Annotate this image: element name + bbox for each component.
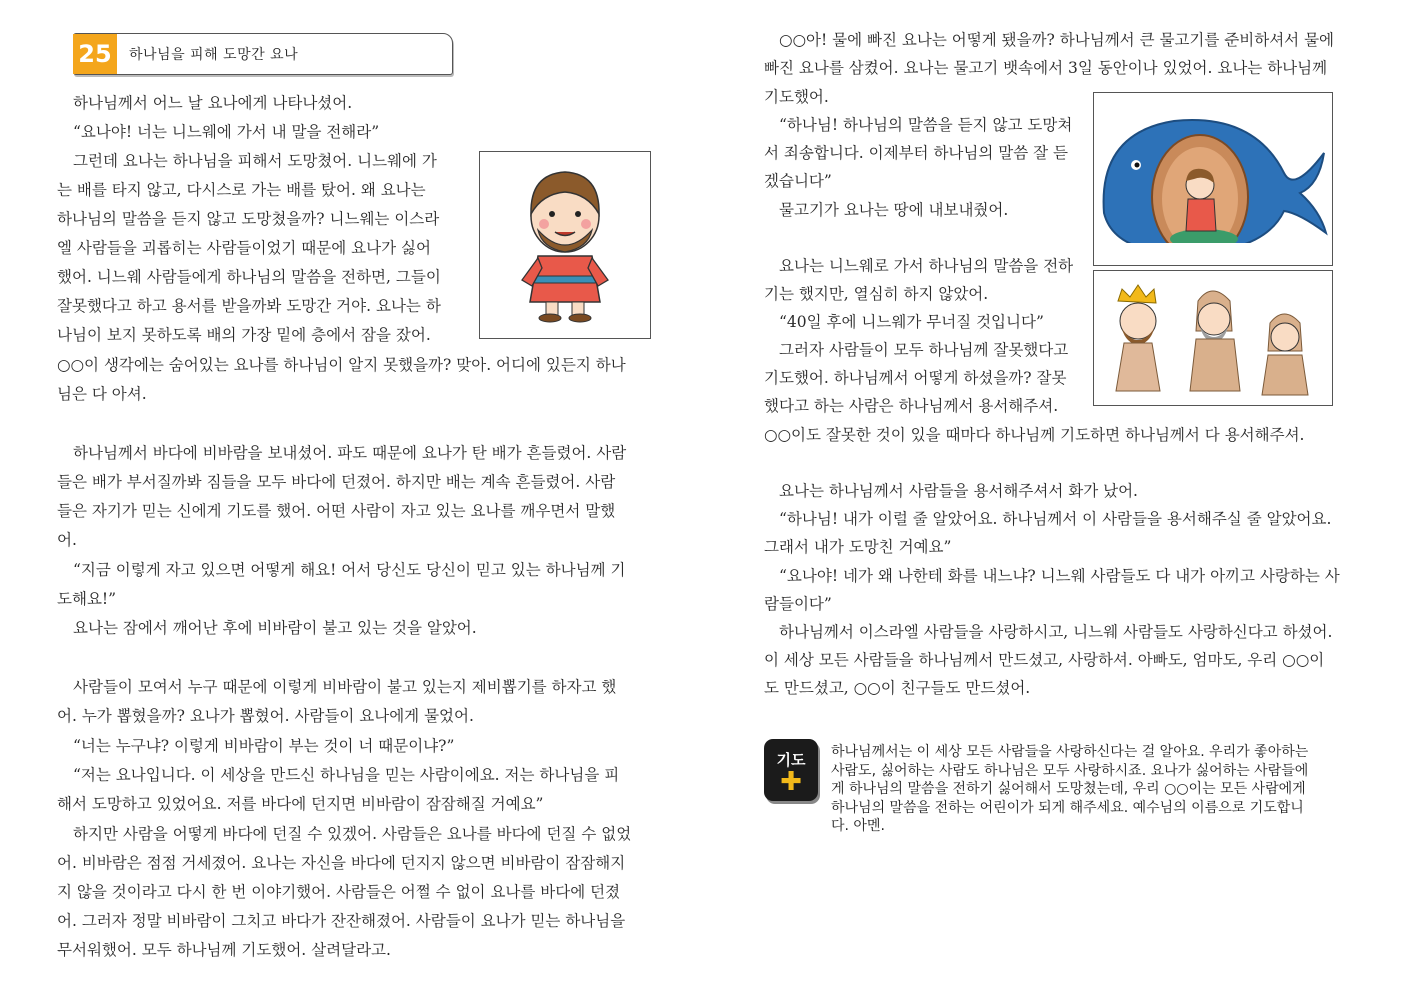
- prayer-line: 하나님의 말씀을 전하는 어린이가 되게 해주세요. 예수님의 이름으로 기도합니: [831, 799, 1304, 816]
- right-text-line: 서 죄송합니다. 이제부터 하나님의 말씀 잘 듣: [764, 144, 1069, 162]
- left-text-line: 하나님의 말씀을 듣지 않고 도망쳤을까? 니느웨는 이스라: [57, 210, 440, 228]
- left-text-line: 하지만 사람을 어떻게 바다에 던질 수 있겠어. 사람들은 요나를 바다에 던질 수 없었: [73, 825, 632, 843]
- left-text-line: 해서 도망하고 있었어요. 저를 바다에 던지면 비바람이 잠잠해질 거예요”: [57, 795, 544, 813]
- left-text-line: 들은 자기가 믿는 신에게 기도를 했어. 어떤 사람이 자고 있는 요나를 깨우면서 말했: [57, 502, 616, 520]
- right-text-line: 요나는 니느웨로 가서 하나님의 말씀을 전하: [779, 257, 1074, 275]
- right-text-line: “하나님! 내가 이럴 줄 알았어요. 하나님께서 이 사람들을 용서해주실 줄 알았어요.: [779, 510, 1332, 528]
- chapter-number: 25: [73, 34, 117, 74]
- left-text-line: 요나는 잠에서 깨어난 후에 비바람이 불고 있는 것을 알았어.: [73, 619, 477, 637]
- prayer-icon-label: 기도: [776, 750, 806, 769]
- left-text-line: 했어. 니느웨 사람들에게 하나님의 말씀을 전하면, 그들이: [57, 268, 441, 286]
- whale-illustration: [1093, 92, 1333, 266]
- prayer-line: 하나님께서는 이 세상 모든 사람들을 사랑하신다는 걸 알아요. 우리가 좋아하는: [831, 744, 1309, 760]
- left-text-line: 무서워했어. 모두 하나님께 기도했어. 살려달라고.: [57, 941, 391, 959]
- praying-people-icon: [1094, 271, 1332, 405]
- right-text-line: 도 만드셨고, ○○이 친구들도 만드셨어.: [764, 679, 1031, 697]
- nineveh-people-illustration: [1093, 270, 1333, 406]
- right-text-line: 람들이다”: [764, 595, 832, 613]
- left-text-line: 어.: [57, 531, 77, 549]
- left-text-line: “저는 요나입니다. 이 세상을 만드신 하나님을 믿는 사람이에요. 저는 하나님을 피: [73, 766, 620, 784]
- left-text-line: 사람들이 모여서 누구 때문에 이렇게 비바람이 불고 있는지 제비뽑기를 하자고 했: [73, 678, 617, 696]
- left-text-line: 하나님께서 바다에 비바람을 보내셨어. 파도 때문에 요나가 탄 배가 흔들렸어. 사람: [73, 444, 627, 462]
- right-text-line: 기도했어.: [764, 88, 829, 106]
- right-text-line: 하나님께서 이스라엘 사람들을 사랑하시고, 니느웨 사람들도 사랑하신다고 하셨어.: [779, 623, 1333, 641]
- right-text-line: 그래서 내가 도망친 거예요”: [764, 538, 952, 556]
- chapter-title: 하나님을 피해 도망간 요나: [129, 47, 299, 63]
- right-text-line: ○○이도 잘못한 것이 있을 때마다 하나님께 기도하면 하나님께서 다 용서해주셔.: [764, 426, 1305, 444]
- left-text-line: 나님이 보지 못하도록 배의 가장 밑에 층에서 잠을 잤어.: [57, 326, 431, 344]
- right-text-line: 겠습니다”: [764, 172, 832, 190]
- prayer-line: 다. 아멘.: [831, 818, 885, 834]
- right-text-line: 빠진 요나를 삼켰어. 요나는 물고기 뱃속에서 3일 동안이나 있었어. 요나는 하나님께: [764, 59, 1328, 77]
- left-text-line: 지 않을 것이라고 다시 한 번 이야기했어. 사람들은 어쩔 수 없이 요나를 바다에 던졌: [57, 883, 621, 901]
- left-text-line: “지금 이렇게 자고 있으면 어떻게 해요! 어서 당신도 당신이 믿고 있는 하나님께 기: [73, 561, 626, 579]
- left-text-line: 하나님께서 어느 날 요나에게 나타나셨어.: [73, 94, 353, 112]
- left-text-line: “요나야! 너는 니느웨에 가서 내 말을 전해라”: [73, 123, 380, 141]
- right-text-line: 기도했어. 하나님께서 어떻게 하셨을까? 잘못: [764, 369, 1067, 387]
- left-text-line: 도해요!”: [57, 590, 117, 608]
- prayer-line: 사람도, 싫어하는 사람도 하나님은 모두 사랑하시죠. 요나가 싫어하는 사람들에: [831, 762, 1309, 779]
- right-text-line: 했다고 하는 사람은 하나님께서 용서해주셔.: [764, 397, 1059, 415]
- right-text-line: “40일 후에 니느웨가 무너질 것입니다”: [779, 313, 1044, 331]
- right-text-line: 물고기가 요나는 땅에 내보내줬어.: [779, 201, 1009, 219]
- left-text-line: 어. 비바람은 점점 거세졌어. 요나는 자신을 바다에 던지지 않으면 비바람이 잠잠해지: [57, 854, 626, 872]
- right-text-line: 요나는 하나님께서 사람들을 용서해주셔서 화가 났어.: [779, 482, 1138, 500]
- right-text-line: “하나님! 하나님의 말씀을 듣지 않고 도망쳐: [779, 116, 1073, 134]
- whale-icon: [1094, 93, 1332, 265]
- jonah-illustration: [479, 151, 651, 339]
- cross-icon: ✚: [780, 766, 802, 797]
- right-text-line: “요나야! 네가 왜 나한테 화를 내느냐? 니느웨 사람들도 다 내가 아끼고 사랑하는 사: [779, 567, 1340, 585]
- chapter-header: [73, 33, 453, 75]
- right-text-line: 이 세상 모든 사람들을 하나님께서 만드셨고, 사랑하셔. 아빠도, 엄마도, 우리 ○○이: [764, 651, 1325, 669]
- left-text-line: ○○이 생각에는 숨어있는 요나를 하나님이 알지 못했을까? 맞아. 어디에 있든지 하나: [57, 356, 626, 374]
- right-text-line: ○○아! 물에 빠진 요나는 어떻게 됐을까? 하나님께서 큰 물고기를 준비하셔서 물에: [779, 31, 1335, 49]
- left-text-line: 엘 사람들을 괴롭히는 사람들이었기 때문에 요나가 싫어: [57, 239, 431, 257]
- left-text-line: 어. 그러자 정말 비바람이 그치고 바다가 잔잔해졌어. 사람들이 요나가 믿는 하나님을: [57, 912, 626, 930]
- left-text-line: 어. 누가 뽑혔을까? 요나가 뽑혔어. 사람들이 요나에게 물었어.: [57, 707, 474, 725]
- left-text-line: 는 배를 타지 않고, 다시스로 가는 배를 탔어. 왜 요나는: [57, 181, 426, 199]
- left-text-line: 잘못했다고 하고 용서를 받을까봐 도망간 거야. 요나는 하: [57, 297, 441, 315]
- left-text-line: 그런데 요나는 하나님을 피해서 도망쳤어. 니느웨에 가: [73, 152, 437, 170]
- right-text-line: 그러자 사람들이 모두 하나님께 잘못했다고: [779, 341, 1069, 359]
- jonah-figure-icon: [480, 152, 650, 338]
- left-text-line: “너는 누구냐? 이렇게 비바람이 부는 것이 너 때문이냐?”: [73, 737, 455, 755]
- prayer-line: 게 하나님의 말씀을 전하기 싫어해서 도망쳤는데, 우리 ○○이는 모든 사람에게: [831, 781, 1306, 797]
- left-text-line: 님은 다 아셔.: [57, 385, 147, 403]
- prayer-icon: [764, 739, 818, 801]
- right-text-line: 기는 했지만, 열심히 하지 않았어.: [764, 285, 989, 303]
- left-text-line: 들은 배가 부서질까봐 짐들을 모두 바다에 던졌어. 하지만 배는 계속 흔들렸어. 사람: [57, 473, 616, 491]
